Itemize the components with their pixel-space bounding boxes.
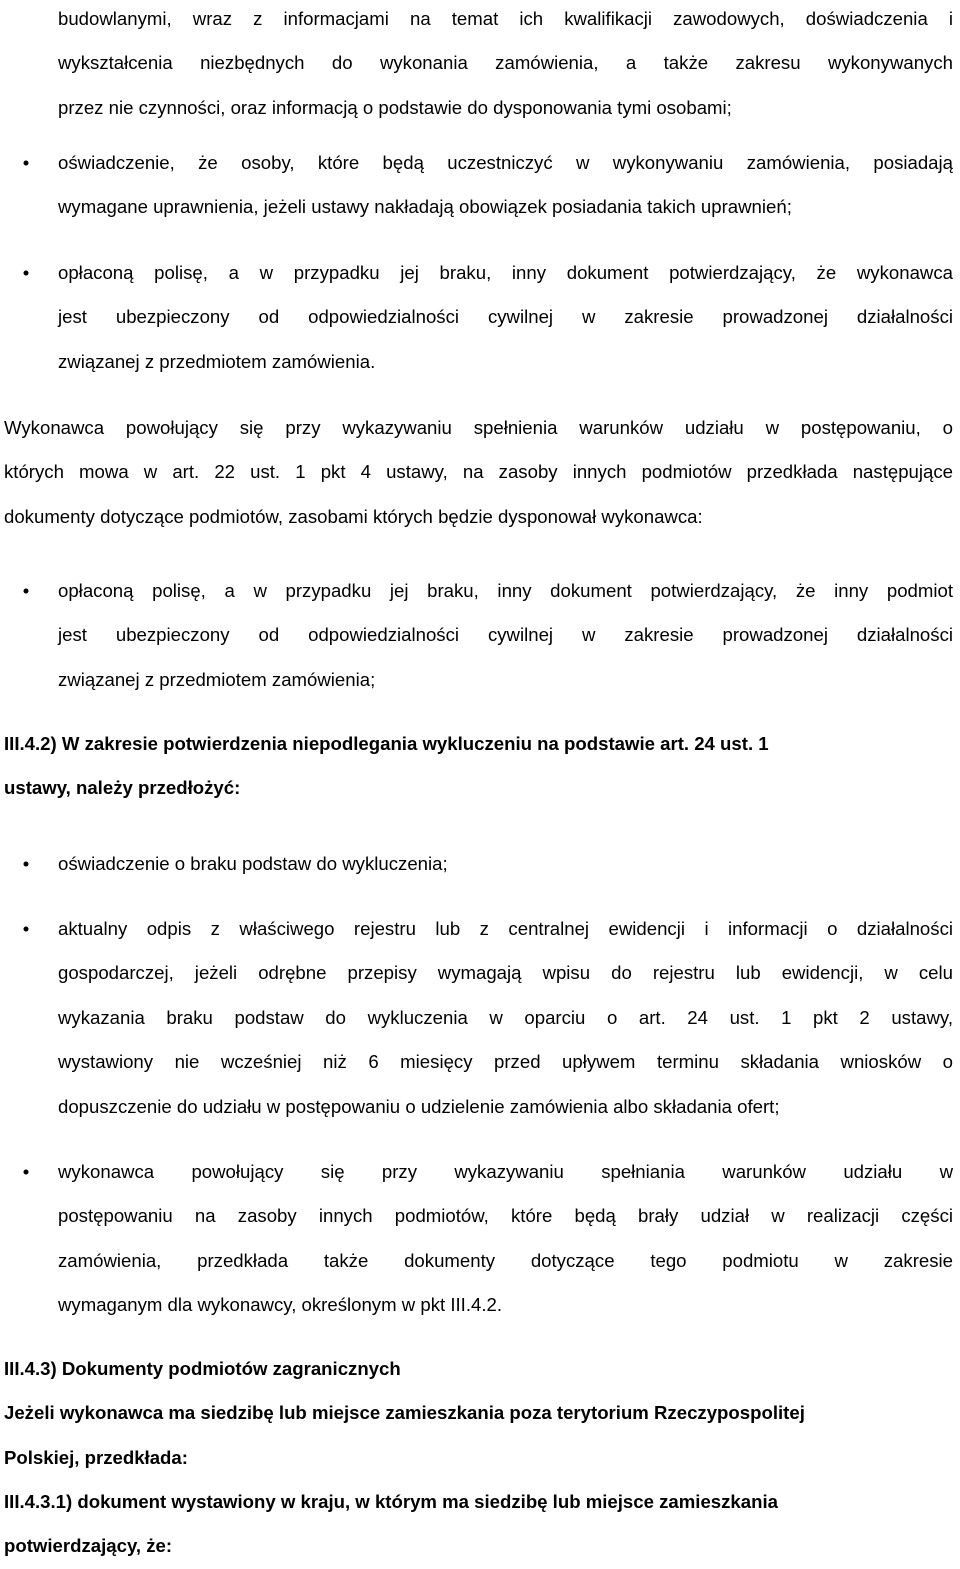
intro-line: wykształcenia niezbędnych do wykonania zamówienia, a także zakresu wykonywanych — [58, 52, 953, 74]
list-item-line: jest ubezpieczony od odpowiedzialności cywilnej w zakresie prowadzonej działalności — [58, 624, 953, 646]
list-item-line: wykonawca powołujący się przy wykazywaniu spełniania warunków udziału w — [58, 1161, 953, 1182]
paragraph-line: dokumenty dotyczące podmiotów, zasobami których będzie dysponował wykonawca: — [4, 505, 703, 527]
list-item — [22, 141, 953, 230]
bullet-icon: • — [22, 580, 30, 601]
bullet-icon: • — [22, 853, 30, 874]
intro-text — [58, 0, 953, 130]
list-item-line: związanej z przedmiotem zamówienia. — [58, 350, 376, 372]
list-item-line: wymagane uprawnienia, jeżeli ustawy nakładają obowiązek posiadania takich uprawnień; — [58, 196, 792, 218]
list-item-line: zamówienia, przedkłada także dokumenty dotyczące tego podmiotu w zakresie — [58, 1249, 953, 1271]
list-item-line: postępowaniu na zasoby innych podmiotów, które będą brały udział w realizacji części — [58, 1205, 953, 1227]
section-heading-line: Polskiej, przedkłada: — [4, 1446, 188, 1468]
list-item-line: związanej z przedmiotem zamówienia; — [58, 668, 376, 690]
subsection-heading — [4, 1480, 959, 1569]
bullet-icon: • — [22, 262, 30, 283]
list-item-line: wystawiony nie wcześniej niż 6 miesięcy przed upływem terminu składania wniosków o — [58, 1051, 953, 1073]
section-heading-line: III.4.2) W zakresie potwierdzenia niepodlegania wykluczeniu na podstawie art. 24 ust. 1 — [4, 733, 769, 754]
section-heading — [4, 722, 916, 811]
list-item-line: gospodarczej, jeżeli odrębne przepisy wymagają wpisu do rejestru lub ewidencji, w celu — [58, 962, 953, 984]
list-item — [22, 842, 953, 886]
section-heading-line: ustawy, należy przedłożyć: — [4, 777, 241, 799]
list-item-line: opłaconą polisę, a w przypadku jej braku, inny dokument potwierdzający, że wykonawca — [58, 262, 953, 283]
paragraph-line: których mowa w art. 22 ust. 1 pkt 4 ustawy, na zasoby innych podmiotów przedkłada następujące — [4, 461, 953, 483]
list-item-line: dopuszczenie do udziału w postępowaniu o udzielenie zamówienia albo składania ofert; — [58, 1095, 780, 1117]
list-item — [22, 907, 953, 1129]
list-item-line: opłaconą polisę, a w przypadku jej braku, inny dokument potwierdzający, że inny podmiot — [58, 580, 953, 601]
intro-line: budowlanymi, wraz z informacjami na temat ich kwalifikacji zawodowych, doświadczenia i — [58, 8, 953, 29]
bullet-icon: • — [22, 152, 30, 173]
intro-line: przez nie czynności, oraz informacją o podstawie do dysponowania tymi osobami; — [58, 96, 732, 118]
bullet-icon: • — [22, 1161, 30, 1182]
list-item-line: oświadczenie o braku podstaw do wykluczenia; — [58, 853, 448, 874]
subsection-heading-line: potwierdzający, że: — [4, 1535, 173, 1557]
list-item-line: wykazania braku podstaw do wykluczenia w oparciu o art. 24 ust. 1 pkt 2 ustawy, — [58, 1006, 953, 1028]
list-item-line: aktualny odpis z właściwego rejestru lub z centralnej ewidencji i informacji o działalności — [58, 918, 953, 939]
list-item-line: jest ubezpieczony od odpowiedzialności cywilnej w zakresie prowadzonej działalności — [58, 306, 953, 328]
paragraph — [4, 406, 953, 539]
list-item — [22, 569, 953, 702]
paragraph-line: Wykonawca powołujący się przy wykazywaniu spełnienia warunków udziału w postępowaniu, o — [4, 417, 953, 438]
list-item-line: oświadczenie, że osoby, które będą uczestniczyć w wykonywaniu zamówienia, posiadają — [58, 152, 953, 173]
list-item — [22, 251, 953, 384]
list-item-line: wymaganym dla wykonawcy, określonym w pkt III.4.2. — [58, 1294, 502, 1316]
section-heading — [4, 1347, 959, 1480]
section-heading-title: III.4.3) Dokumenty podmiotów zagranicznych — [4, 1358, 401, 1379]
list-item — [22, 1150, 953, 1328]
bullet-icon: • — [22, 918, 30, 939]
subsection-heading-line: III.4.3.1) dokument wystawiony w kraju, w którym ma siedzibę lub miejsce zamieszkania — [4, 1491, 778, 1512]
section-heading-line: Jeżeli wykonawca ma siedzibę lub miejsce zamieszkania poza terytorium Rzeczypospolitej — [4, 1402, 805, 1424]
